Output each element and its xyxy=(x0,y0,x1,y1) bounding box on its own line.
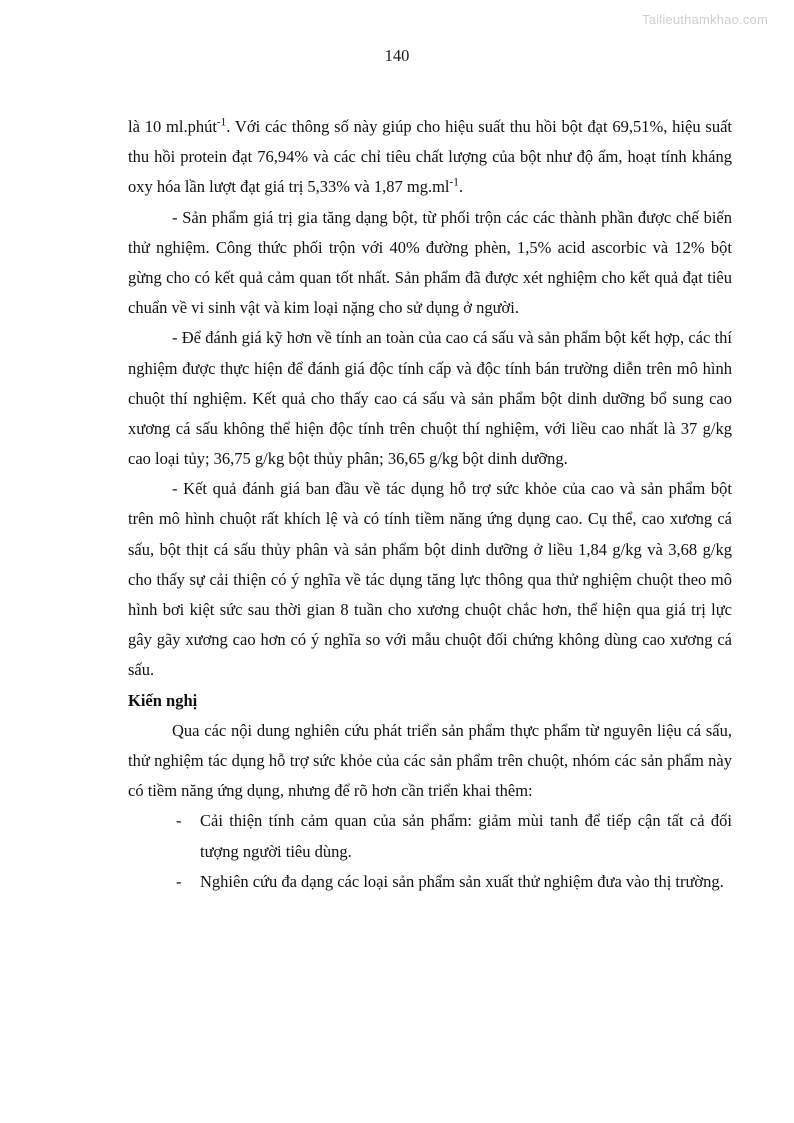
list-bullet-marker: - xyxy=(176,871,182,891)
superscript: -1 xyxy=(449,176,459,189)
page-number: 140 xyxy=(384,46,410,65)
list-item xyxy=(128,806,732,866)
page-content xyxy=(128,112,732,897)
list-bullet-marker: - xyxy=(176,811,182,831)
recommendation-list xyxy=(128,806,732,897)
body-paragraph: - Để đánh giá kỹ hơn về tính an toàn của cao cá sấu và sản phẩm bột kết hợp, các thí nghiệm được thực hiện để đánh giá độc tính cấp và độc tính bán trường diễn trên mô hình chuột thí nghiệm. Kết quả cho thấy cao cá sấu và sản phẩm bột dinh dưỡng bổ sung cao xương cá sấu không thể hiện độc tính trên chuột thí nghiệm, với liều cao nhất là 37 g/kg cao loại tủy; 36,75 g/kg bột thủy phân; 36,65 g/kg bột dinh dưỡng. xyxy=(128,328,732,469)
body-paragraph: là 10 ml.phút$^{-1}$. Với các thông số này giúp cho hiệu suất thu hồi bột đạt 69,51%, hiệu suất thu hồi protein đạt 76,94% và các chỉ tiêu chất lượng của bột như độ ẩm, hoạt tính kháng oxy hóa lần lượt đạt giá trị 5,33% và 1,87 $mg.ml^{-1}$. xyxy=(128,116,732,197)
watermark-text: Tailieuthamkhao.com xyxy=(642,12,768,27)
list-item-text: Cải thiện tính cảm quan của sản phẩm: giảm mùi tanh để tiếp cận tất cả đối tượng người tiêu dùng. xyxy=(200,811,732,861)
body-paragraph: - Sản phẩm giá trị gia tăng dạng bột, từ phối trộn các các thành phần được chế biến thử nghiệm. Công thức phối trộn với 40% đường phèn, 1,5% acid ascorbic và 12% bột gừng cho có kết quả cảm quan tốt nhất. Sản phẩm đã được xét nghiệm cho kết quả đạt tiêu chuẩn về vi sinh vật và kim loại nặng cho sử dụng ở người. xyxy=(128,207,732,318)
superscript: -1 xyxy=(216,116,227,129)
body-paragraph: - Kết quả đánh giá ban đầu về tác dụng hỗ trợ sức khỏe của cao và sản phẩm bột trên mô hình chuột rất khích lệ và có tính tiềm năng ứng dụng cao. Cụ thể, cao xương cá sấu, bột thịt cá sấu thủy phân và sản phẩm bột dinh dưỡng ở liều 1,84 g/kg và 3,68 g/kg cho thấy sự cải thiện có ý nghĩa về tác dụng tăng lực thông qua thử nghiệm chuột theo mô hình bơi kiệt sức sau thời gian 8 tuần cho xương chuột chắc hơn, thể hiện qua giá trị lực gây gãy xương cao hơn có ý nghĩa so với mẫu chuột đối chứng không dùng cao xương cá sấu. xyxy=(128,479,732,680)
list-item-text: Nghiên cứu đa dạng các loại sản phẩm sản xuất thử nghiệm đưa vào thị trường. xyxy=(200,871,724,891)
list-item xyxy=(128,867,732,897)
section-heading: Kiến nghị xyxy=(128,690,198,710)
closing-paragraph: Qua các nội dung nghiên cứu phát triển sản phẩm thực phẩm từ nguyên liệu cá sấu, thử nghiệm tác dụng hỗ trợ sức khỏe của các sản phẩm trên chuột, nhóm các sản phẩm này có tiềm năng ứng dụng, nhưng để rõ hơn cần triển khai thêm: xyxy=(128,720,732,801)
